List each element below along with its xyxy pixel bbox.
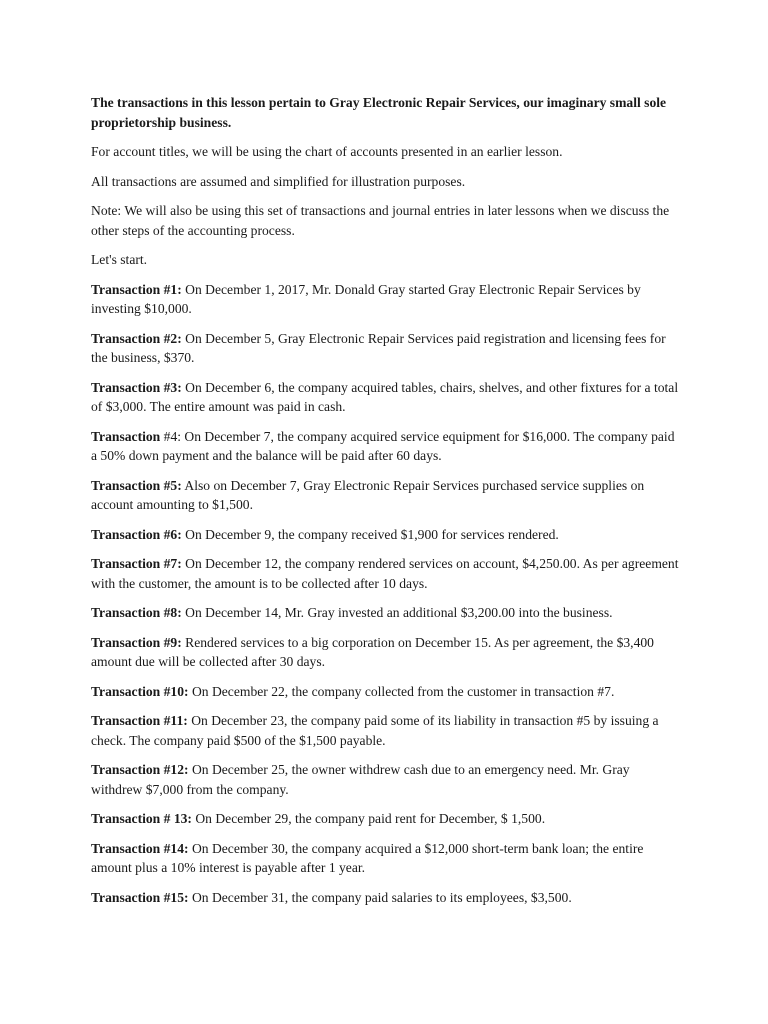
transaction-label: Transaction — [91, 428, 164, 444]
transaction-label-number: #4: — [163, 428, 182, 444]
transaction-label: Transaction #9: — [91, 634, 182, 650]
transaction-2 — [91, 329, 681, 368]
paragraph-lets-start: Let's start. — [91, 252, 148, 267]
transaction-text: On December 23, the company paid some of its liability in transaction #5 by issuing a check. The company paid $500 of the $1,500 payable. — [91, 713, 659, 748]
transaction-text: On December 14, Mr. Gray invested an additional $3,200.00 into the business. — [181, 605, 613, 620]
transaction-label: Transaction #3: — [91, 379, 182, 395]
transaction-text: On December 12, the company rendered services on account, $4,250.00. As per agreement with the customer, the amount is to be collected after 10 days. — [91, 556, 679, 591]
transaction-label: Transaction #12: — [91, 762, 189, 777]
paragraph-account-titles: For account titles, we will be using the chart of accounts presented in an earlier lesson. — [91, 144, 563, 159]
transaction-text: On December 31, the company paid salaries to its employees, $3,500. — [188, 889, 572, 905]
transaction-label: Transaction #2: — [91, 330, 182, 346]
transaction-14 — [91, 839, 681, 878]
transaction-text: On December 30, the company acquired a $12,000 short-term bank loan; the entire amount plus a 10% interest is payable after 1 year. — [91, 840, 644, 875]
transaction-text: On December 25, the owner withdrew cash due to an emergency need. Mr. Gray withdrew $7,000 from the company. — [91, 762, 630, 797]
paragraph-assumptions: All transactions are assumed and simplified for illustration purposes. — [91, 173, 466, 189]
transaction-label: Transaction #8: — [91, 605, 182, 620]
transaction-label: Transaction #1: — [91, 281, 182, 297]
transaction-8 — [91, 603, 681, 623]
intro-heading: The transactions in this lesson pertain to Gray Electronic Repair Services, our imaginary small sole proprietorship business. — [91, 95, 667, 130]
transaction-3 — [91, 378, 681, 417]
transaction-label: Transaction #10: — [91, 683, 189, 699]
transaction-label: Transaction #11: — [91, 713, 188, 728]
transaction-text: On December 22, the company collected from the customer in transaction #7. — [188, 683, 615, 699]
transaction-label: Transaction #14: — [91, 840, 189, 856]
transaction-1 — [91, 280, 681, 319]
transaction-11 — [91, 711, 681, 750]
transaction-7 — [91, 554, 681, 593]
transaction-label: Transaction # 13: — [91, 811, 192, 826]
transaction-10 — [91, 682, 681, 702]
transaction-label: Transaction #6: — [91, 526, 182, 542]
transaction-label: Transaction #7: — [91, 556, 182, 571]
transaction-text: On December 5, Gray Electronic Repair Services paid registration and licensing fees for the business, $370. — [91, 330, 666, 365]
transaction-text: Also on December 7, Gray Electronic Repair Services purchased service supplies on account amounting to $1,500. — [91, 477, 645, 512]
document-page — [91, 93, 681, 917]
transaction-text: On December 7, the company acquired service equipment for $16,000. The company paid a 50% down payment and the balance will be paid after 60 days. — [91, 428, 675, 463]
transaction-12 — [91, 760, 681, 799]
transaction-4 — [91, 427, 681, 466]
transaction-5 — [91, 476, 681, 515]
transaction-15 — [91, 888, 681, 908]
transaction-label: Transaction #15: — [91, 889, 189, 905]
transaction-text: On December 29, the company paid rent for December, $ 1,500. — [191, 811, 546, 826]
transaction-text: On December 1, 2017, Mr. Donald Gray started Gray Electronic Repair Services by investing $10,000. — [91, 281, 641, 316]
transaction-13 — [91, 809, 681, 829]
transaction-text: Rendered services to a big corporation on December 15. As per agreement, the $3,400 amount due will be collected after 30 days. — [91, 634, 654, 669]
paragraph-note: Note: We will also be using this set of transactions and journal entries in later lessons when we discuss the other steps of the accounting process. — [91, 203, 670, 238]
transaction-text: On December 9, the company received $1,900 for services rendered. — [181, 526, 559, 542]
transaction-label: Transaction #5: — [91, 477, 182, 493]
transaction-6 — [91, 525, 681, 545]
transaction-9 — [91, 633, 681, 672]
transaction-text: On December 6, the company acquired tables, chairs, shelves, and other fixtures for a total of $3,000. The entire amount was paid in cash. — [91, 379, 679, 414]
